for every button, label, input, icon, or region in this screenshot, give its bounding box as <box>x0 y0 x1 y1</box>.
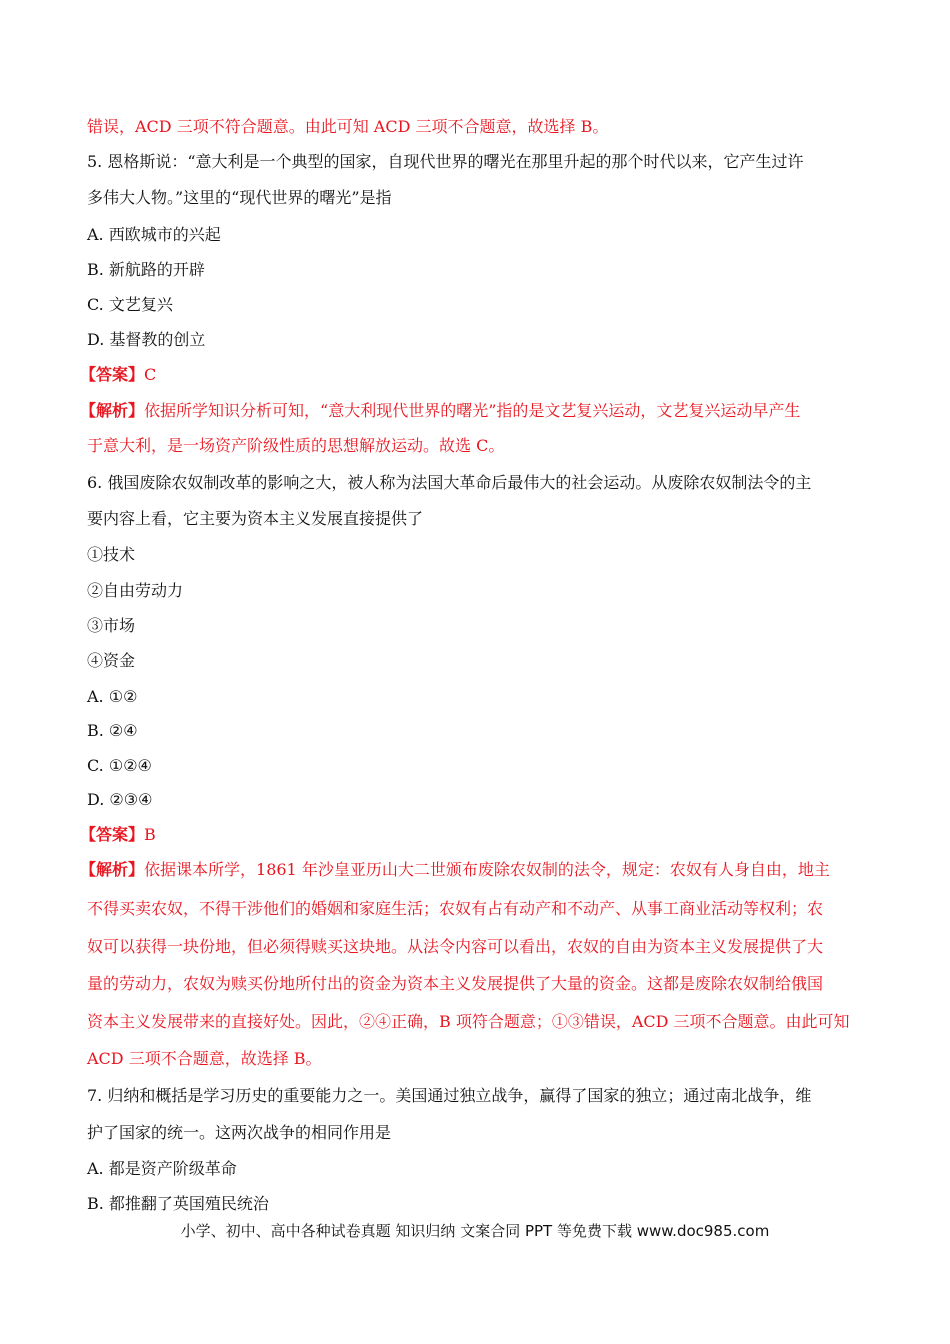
q6-option-b: B. ②④ <box>87 721 138 740</box>
q5-answer <box>80 364 156 386</box>
answer-value: B <box>144 825 156 844</box>
explanation-tag: 【解析】 <box>80 860 145 879</box>
q6-option-a: A. ①② <box>87 687 138 706</box>
q6-explanation-line-3: 奴可以获得一块份地，但必须得赎买这块地。从法令内容可以看出，农奴的自由为资本主义发展提供了大 <box>87 937 824 956</box>
prev-explanation-tail: 错误，ACD 三项不符合题意。由此可知 ACD 三项不合题意，故选择 B。 <box>87 117 609 136</box>
q6-item-1: ①技术 <box>87 545 136 564</box>
page-footer: 小学、初中、高中各种试卷真题 知识归纳 文案合同 PPT 等免费下载 www.doc985.com <box>180 1222 770 1240</box>
q5-option-c: C. 文艺复兴 <box>87 295 173 314</box>
q5-option-b: B. 新航路的开辟 <box>87 260 205 279</box>
q6-item-4: ④资金 <box>87 651 136 670</box>
question-6-stem: 6. 俄国废除农奴制改革的影响之大，被人称为法国大革命后最伟大的社会运动。从废除农奴制法令的主 <box>87 473 812 492</box>
q6-option-d: D. ②③④ <box>87 790 153 809</box>
answer-tag: 【答案】 <box>80 365 145 384</box>
q5-option-a: A. 西欧城市的兴起 <box>87 225 221 244</box>
q5-option-d: D. 基督教的创立 <box>87 330 206 349</box>
question-5-stem-cont: 多伟大人物。”这里的“现代世界的曙光”是指 <box>87 188 392 207</box>
answer-value: C <box>144 365 157 384</box>
q7-option-a: A. 都是资产阶级革命 <box>87 1159 237 1178</box>
q6-item-3: ③市场 <box>87 616 136 635</box>
q7-option-b: B. 都推翻了英国殖民统治 <box>87 1194 269 1213</box>
q6-option-c: C. ①②④ <box>87 756 152 775</box>
question-5-stem: 5. 恩格斯说：“意大利是一个典型的国家，自现代世界的曙光在那里升起的那个时代以来，它产生过许 <box>87 152 804 171</box>
q6-explanation-line-5: 资本主义发展带来的直接好处。因此，②④正确，B 项符合题意；①③错误，ACD 三项不合题意。由此可知 <box>87 1012 850 1031</box>
q5-explanation <box>80 400 800 422</box>
q6-explanation-line-2: 不得买卖农奴，不得干涉他们的婚姻和家庭生活；农奴有占有动产和不动产、从事工商业活动等权利；农 <box>87 899 824 918</box>
explanation-text: 依据所学知识分析可知，“意大利现代世界的曙光”指的是文艺复兴运动，文艺复兴运动早产生 <box>144 401 801 420</box>
q6-item-2: ②自由劳动力 <box>87 581 184 600</box>
answer-tag: 【答案】 <box>80 825 145 844</box>
question-7-stem-cont: 护了国家的统一。这两次战争的相同作用是 <box>87 1123 392 1142</box>
q6-answer <box>80 824 156 846</box>
q6-explanation-line-4: 量的劳动力，农奴为赎买份地所付出的资金为资本主义发展提供了大量的资金。这都是废除农奴制给俄国 <box>87 974 824 993</box>
explanation-tag: 【解析】 <box>80 401 145 420</box>
q6-explanation <box>80 859 830 881</box>
q6-explanation-line-6: ACD 三项不合题意，故选择 B。 <box>87 1049 322 1068</box>
question-7-stem: 7. 归纳和概括是学习历史的重要能力之一。美国通过独立战争，赢得了国家的独立；通过南北战争，维 <box>87 1086 812 1105</box>
explanation-text: 依据课本所学，1861 年沙皇亚历山大二世颁布废除农奴制的法令，规定：农奴有人身自由，地主 <box>144 860 830 879</box>
q5-explanation-cont: 于意大利，是一场资产阶级性质的思想解放运动。故选 C。 <box>87 436 505 455</box>
question-6-stem-cont: 要内容上看，它主要为资本主义发展直接提供了 <box>87 509 424 528</box>
